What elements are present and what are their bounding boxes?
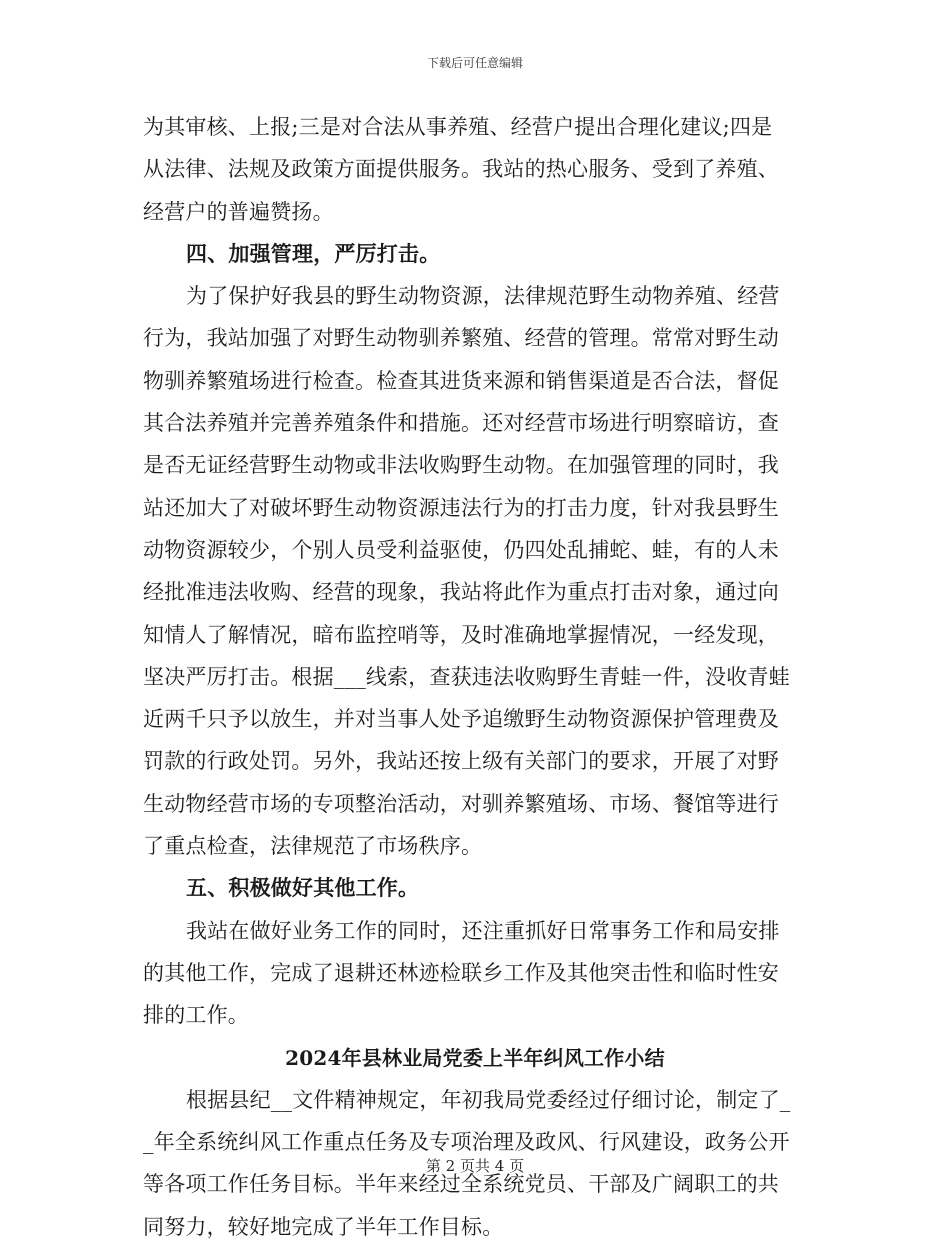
paragraph-line: 行为，我站加强了对野生动物驯养繁殖、经营的管理。常常对野生动 [143,326,779,351]
paragraph-line: 为了保护好我县的野生动物资源，法律规范野生动物养殖、经营 [186,284,780,309]
paragraph-line: 为其审核、上报;三是对合法从事养殖、经营户提出合理化建议;四是 [143,115,773,139]
paragraph-line: 等各项工作任务目标。半年来经过全系统党员、干部及广阔职工的共 [143,1172,779,1197]
paragraph-line: 近两千只予以放生，并对当事人处予追缴野生动物资源保护管理费及 [143,707,779,732]
document-title: 2024年县林业局党委上半年纠风工作小结 [285,1045,665,1070]
paragraph-line: 我站在做好业务工作的同时，还注重抓好日常事务工作和局安排 [186,918,780,943]
paragraph-line: 罚款的行政处罚。另外，我站还按上级有关部门的要求，开展了对野 [143,749,779,774]
paragraph-line: 排的工作。 [143,1003,249,1028]
paragraph-line: _年全系统纠风工作重点任务及专项治理及政风、行风建设，政务公开 [143,1130,790,1155]
paragraph-line: 是否无证经营野生动物或非法收购野生动物。在加强管理的同时，我 [143,453,779,478]
paragraph-line: 知情人了解情况，暗布监控哨等，及时准确地掌握情况，一经发现， [143,622,779,647]
paragraph-line: 从法律、法规及政策方面提供服务。我站的热心服务、受到了养殖、 [143,157,779,182]
section-heading: 五、积极做好其他工作。 [186,875,420,901]
paragraph-line: 的其他工作，完成了退耕还林迹检联乡工作及其他突击性和临时性安 [143,960,779,985]
page-number: 第 2 页共 4 页 [425,1157,525,1175]
paragraph-line: 物驯养繁殖场进行检查。检查其进货来源和销售渠道是否合法，督促 [143,368,779,393]
paragraph-line: 其合法养殖并完善养殖条件和措施。还对经营市场进行明察暗访，查 [143,411,779,436]
paragraph-line: 根据县纪__文件精神规定，年初我局党委经过仔细讨论，制定了_ [186,1087,791,1112]
paragraph-line: 经批准违法收购、经营的现象，我站将此作为重点打击对象，通过向 [143,580,779,605]
section-heading: 四、加强管理，严厉打击。 [186,240,441,266]
paragraph-line: 站还加大了对破坏野生动物资源违法行为的打击力度，针对我县野生 [143,495,779,520]
paragraph-line: 经营户的普遍赞扬。 [143,199,334,224]
document-body [143,106,807,1248]
paragraph-line: 生动物经营市场的专项整治活动，对驯养繁殖场、市场、餐馆等进行 [143,791,779,816]
page-header: 下载后可任意编辑 [426,56,523,70]
paragraph-line: 动物资源较少，个别人员受利益驱使，仍四处乱捕蛇、蛙，有的人未 [143,537,779,562]
paragraph-line: 坚决严厉打击。根据___线索，查获违法收购野生青蛙一件，没收青蛙 [143,664,790,689]
paragraph-line: 了重点检查，法律规范了市场秩序。 [143,834,483,859]
paragraph-line: 同努力，较好地完成了半年工作目标。 [143,1214,504,1239]
